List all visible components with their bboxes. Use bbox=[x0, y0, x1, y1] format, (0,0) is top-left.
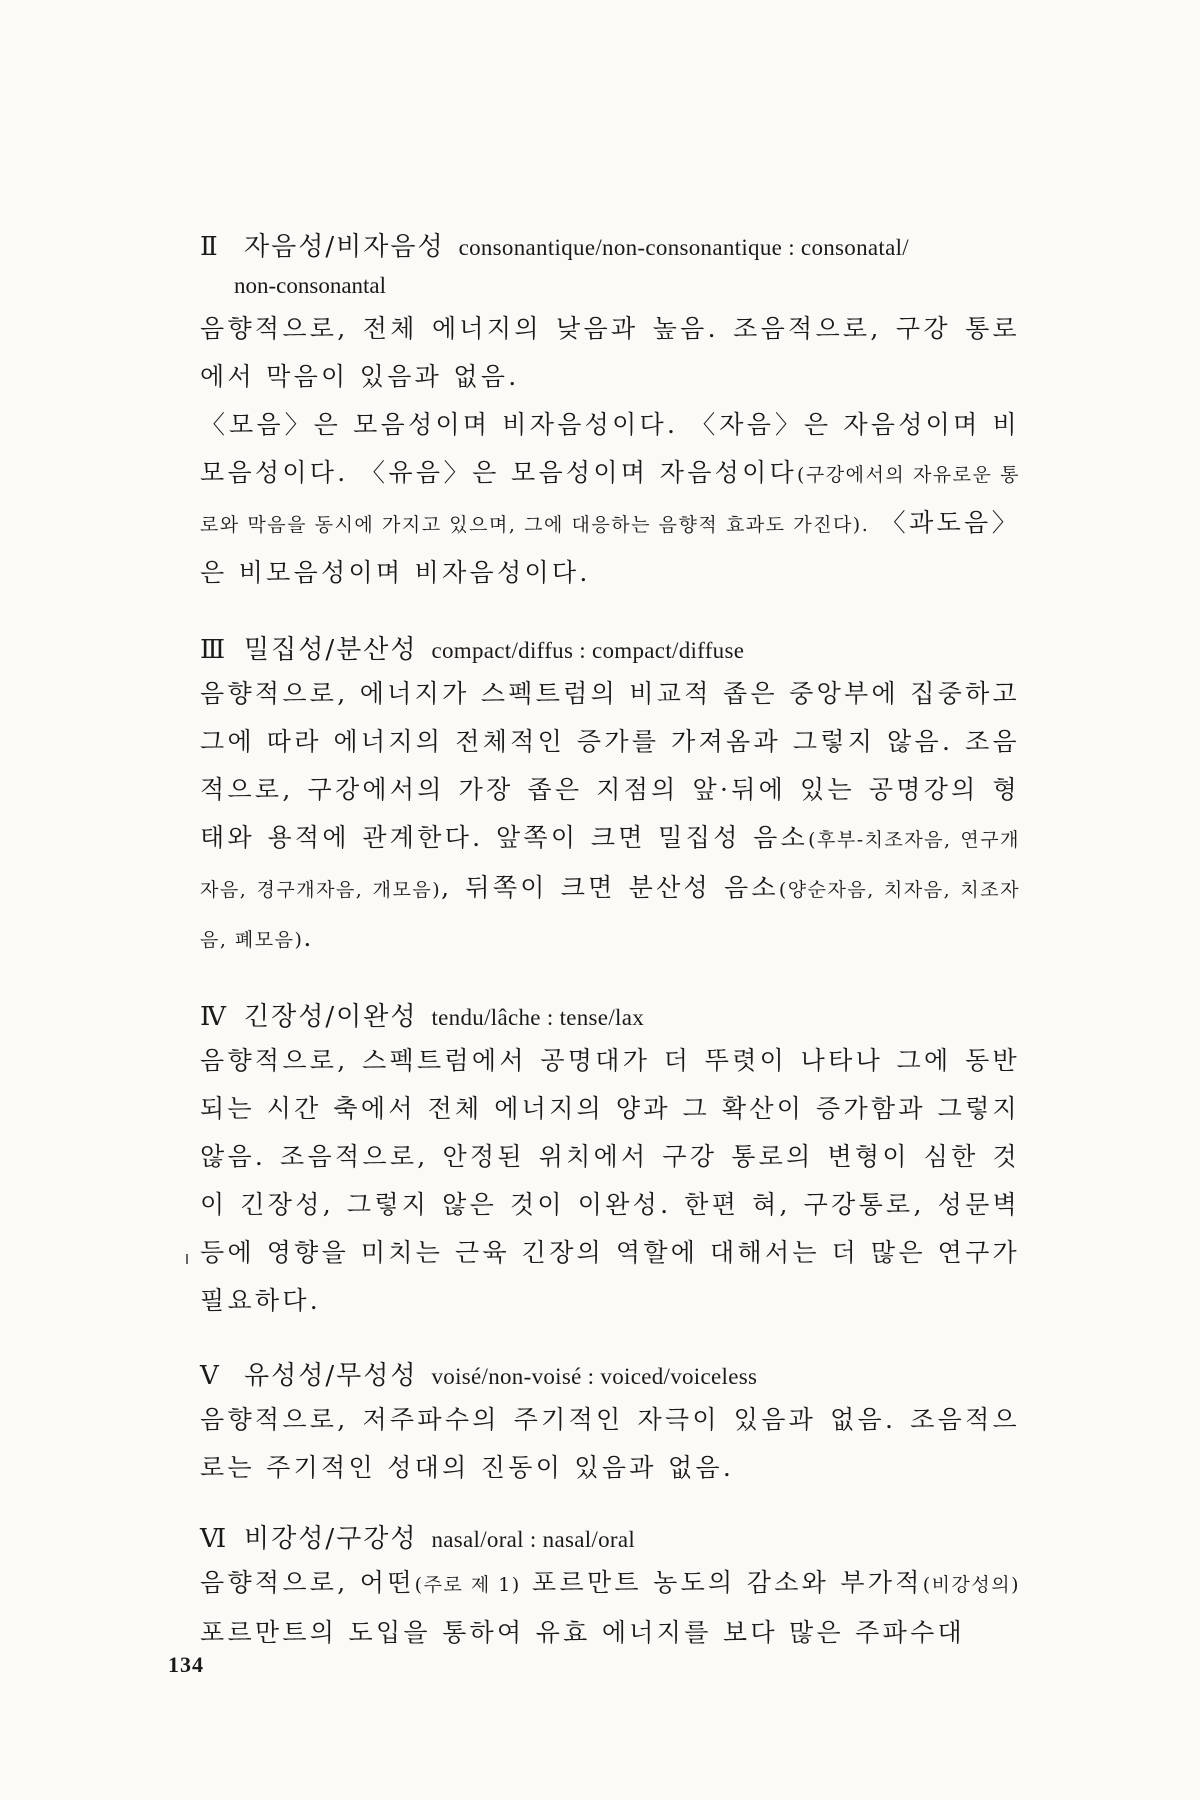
section-title-latin: voisé/non-voisé : voiced/voiceless bbox=[431, 1364, 758, 1389]
paragraph: 음향적으로, 저주파수의 주기적인 자극이 있음과 없음. 조음적으로는 주기적인 성대의 진동이 있음과 없음. bbox=[200, 1405, 1020, 1482]
section-number: Ⅱ bbox=[200, 232, 219, 261]
section-number: Ⅴ bbox=[200, 1361, 220, 1390]
section-title-korean: 비강성/구강성 bbox=[244, 1524, 418, 1554]
section-voiced bbox=[200, 1357, 1020, 1492]
parenthetical-note: (주로 제 1) bbox=[414, 1574, 521, 1596]
text-run: . bbox=[303, 923, 315, 952]
text-run: , 뒤쪽이 크면 분산성 음소 bbox=[441, 873, 779, 902]
section-consonantal bbox=[200, 228, 1020, 597]
section-title-latin: nasal/oral : nasal/oral bbox=[431, 1527, 636, 1552]
margin-tick-mark bbox=[186, 1254, 188, 1264]
text-run: 포르만트의 도입을 통하여 유효 에너지를 보다 많은 주파수대 bbox=[200, 1618, 965, 1647]
section-tense bbox=[200, 998, 1020, 1325]
text-run: 포르만트 농도의 감소와 부가적 bbox=[520, 1568, 923, 1597]
section-heading bbox=[200, 998, 1020, 1037]
paragraph bbox=[200, 670, 1020, 964]
section-spacer bbox=[200, 1325, 1020, 1357]
page-content bbox=[200, 228, 1020, 1657]
section-title-korean: 밀집성/분산성 bbox=[244, 635, 418, 665]
paragraph: 음향적으로, 스펙트럼에서 공명대가 더 뚜렷이 나타나 그에 동반되는 시간 축에서 전체 에너지의 양과 그 확산이 증가함과 그렇지 않음. 조음적으로, 안정된 위치에서 구강 통로의 변형이 심한 것이 긴장성, 그렇지 않은 것이 이완성. 한편 혀, 구강통로, 성문벽 등에 영향을 미치는 근육 긴장의 역할에 대해서는 더 많은 연구가 필요하다. bbox=[200, 1046, 1020, 1315]
text-run: 〈모음〉은 모음성이며 비자음성이다. 〈자음〉은 자음성이며 비모음성이다. 〈유음〉은 모음성이며 자음성이다 bbox=[200, 410, 1020, 487]
section-spacer bbox=[200, 964, 1020, 998]
section-title-korean: 자음성/비자음성 bbox=[244, 232, 445, 262]
section-heading bbox=[200, 631, 1020, 670]
paragraph bbox=[200, 401, 1020, 597]
text-run: 음향적으로, 어떤 bbox=[200, 1568, 415, 1597]
section-spacer bbox=[200, 1492, 1020, 1520]
paragraph: 음향적으로, 전체 에너지의 낮음과 높음. 조음적으로, 구강 통로에서 막음이 있음과 없음. bbox=[200, 314, 1020, 391]
section-heading bbox=[200, 1357, 1020, 1396]
section-spacer bbox=[200, 597, 1020, 631]
section-number: Ⅳ bbox=[200, 1002, 227, 1031]
parenthetical-note: (비강성의) bbox=[922, 1574, 1020, 1596]
section-nasal bbox=[200, 1520, 1020, 1657]
section-title-latin: consonantique/non-consonantique : consonatal/ bbox=[458, 235, 909, 260]
section-number: Ⅵ bbox=[200, 1524, 228, 1553]
paragraph bbox=[200, 1559, 1020, 1657]
section-compact bbox=[200, 631, 1020, 964]
section-heading bbox=[200, 228, 1020, 267]
section-number: Ⅲ bbox=[200, 635, 227, 664]
section-heading bbox=[200, 1520, 1020, 1559]
page-number: 134 bbox=[168, 1652, 204, 1677]
section-title-korean: 유성성/무성성 bbox=[244, 1361, 418, 1391]
parenthetical-note: (양순자음, 치자음, 치조자음, 폐모음) bbox=[200, 879, 1020, 951]
section-title-latin: compact/diffus : compact/diffuse bbox=[431, 638, 745, 663]
parenthetical-note: (후부-치조자음, 연구개자음, 경구개자음, 개모음) bbox=[200, 829, 1020, 901]
text-run: 음향적으로, 에너지가 스펙트럼의 비교적 좁은 중앙부에 집중하고 그에 따라 에너지의 전체적인 증가를 가져옴과 그렇지 않음. 조음적으로, 구강에서의 가장 좁은 지점의 앞·뒤에 있는 공명강의 형태와 용적에 관계한다. 앞쪽이 크면 밀집성 음소 bbox=[200, 679, 1020, 852]
section-title-latin-continued: non-consonantal bbox=[234, 273, 387, 298]
section-title-latin: tendu/lâche : tense/lax bbox=[431, 1005, 645, 1030]
section-title-korean: 긴장성/이완성 bbox=[244, 1002, 418, 1032]
parenthetical-note: (구강에서의 자유로운 통로와 막음을 동시에 가지고 있으며, 그에 대응하는 음향적 효과도 가진다). bbox=[200, 464, 1020, 536]
text-run: 〈과도음〉은 비모음성이며 비자음성이다. bbox=[200, 508, 1020, 587]
